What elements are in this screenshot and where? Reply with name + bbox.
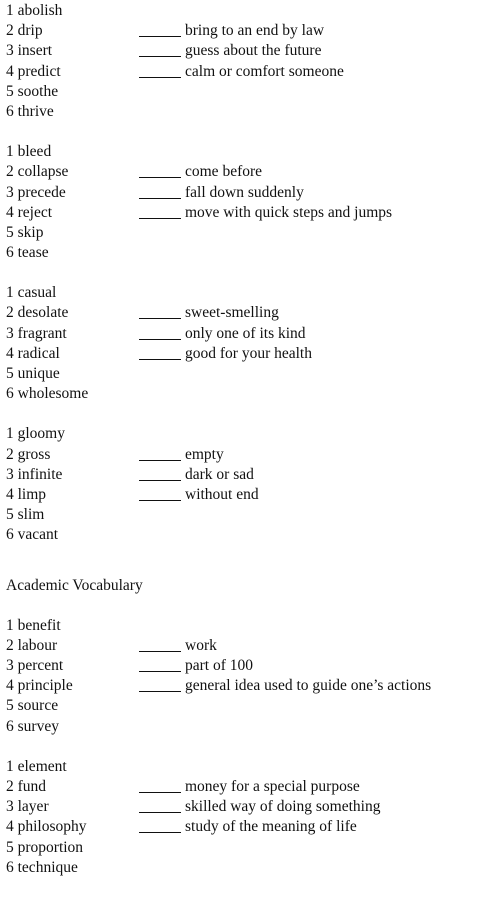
vocab-word: 4 reject — [6, 203, 53, 221]
definition: money for a special purpose — [185, 778, 360, 795]
answer-blank[interactable] — [139, 832, 181, 833]
vocab-word: 4 predict — [6, 62, 61, 80]
definition: sweet-smelling — [185, 304, 279, 322]
block-row — [6, 676, 476, 696]
vocab-word: 2 fund — [6, 778, 47, 795]
definition: skilled way of doing something — [185, 798, 381, 816]
block-row — [6, 525, 476, 545]
vocab-word: 4 philosophy — [6, 818, 87, 836]
block-row — [6, 485, 476, 505]
vocab-word: 1 abolish — [6, 2, 63, 19]
definition: good for your health — [185, 344, 312, 362]
definition: fall down suddenly — [185, 183, 304, 201]
block-row — [6, 283, 476, 303]
answer-blank[interactable] — [139, 691, 181, 692]
answer-blank[interactable] — [139, 56, 181, 57]
vocab-word: 6 technique — [6, 858, 78, 876]
definition: work — [185, 636, 217, 654]
block-row — [6, 324, 476, 344]
block-row — [6, 102, 476, 122]
block-row — [6, 364, 476, 384]
definition: calm or comfort someone — [185, 62, 344, 80]
definition: come before — [185, 163, 263, 181]
vocab-word: 4 radical — [6, 344, 60, 362]
block-row — [6, 223, 476, 243]
vocab-word: 2 desolate — [6, 304, 69, 322]
definition: only one of its kind — [185, 324, 306, 342]
answer-blank[interactable] — [139, 671, 181, 672]
answer-blank[interactable] — [139, 339, 181, 340]
answer-blank[interactable] — [139, 651, 181, 652]
definition: guess about the future — [185, 42, 322, 60]
section-title: Academic Vocabulary — [6, 576, 143, 594]
vocab-word: 5 soothe — [6, 82, 59, 100]
block-row — [6, 656, 476, 676]
vocab-word: 3 percent — [6, 657, 64, 675]
block-row — [6, 505, 476, 525]
answer-blank[interactable] — [139, 177, 181, 178]
vocab-word: 5 slim — [6, 506, 45, 524]
vocab-word: 2 gross — [6, 445, 51, 463]
definition: without end — [185, 485, 259, 503]
block-row — [6, 162, 476, 182]
block-row — [6, 62, 476, 82]
block-row — [6, 303, 476, 323]
vocab-word: 4 limp — [6, 485, 47, 503]
definition: bring to an end by law — [185, 22, 325, 40]
block-row — [6, 717, 476, 737]
matching-block — [6, 283, 476, 404]
vocab-word: 4 principle — [6, 677, 73, 695]
vocab-word: 1 element — [6, 757, 67, 775]
matching-block — [6, 616, 476, 737]
vocab-word: 6 thrive — [6, 102, 54, 120]
block-row — [6, 424, 476, 444]
answer-blank[interactable] — [139, 359, 181, 360]
answer-blank[interactable] — [139, 218, 181, 219]
block-row — [6, 41, 476, 61]
answer-blank[interactable] — [139, 812, 181, 813]
block-row — [6, 858, 476, 878]
vocab-word: 6 tease — [6, 244, 49, 262]
vocab-word: 3 insert — [6, 42, 53, 60]
definition: general idea used to guide one’s actions — [185, 677, 432, 695]
definition: study of the meaning of life — [185, 818, 357, 836]
vocab-word: 1 casual — [6, 284, 57, 302]
block-row — [6, 465, 476, 485]
block-row — [6, 445, 476, 465]
vocab-word: 5 unique — [6, 365, 60, 382]
block-row — [6, 1, 476, 21]
vocab-word: 2 drip — [6, 22, 43, 40]
answer-blank[interactable] — [139, 500, 181, 501]
block-row — [6, 696, 476, 716]
block-row — [6, 636, 476, 656]
vocab-word: 2 labour — [6, 636, 58, 654]
matching-block — [6, 1, 476, 122]
vocab-word: 5 source — [6, 697, 59, 715]
vocab-word: 3 infinite — [6, 465, 63, 483]
block-row — [6, 183, 476, 203]
vocab-word: 3 fragrant — [6, 324, 67, 342]
block-row — [6, 757, 476, 777]
block-row — [6, 777, 476, 797]
answer-blank[interactable] — [139, 480, 181, 481]
vocab-word: 2 collapse — [6, 163, 69, 181]
definition: part of 100 — [185, 657, 254, 675]
vocab-word: 1 benefit — [6, 616, 61, 634]
answer-blank[interactable] — [139, 77, 181, 78]
block-row — [6, 203, 476, 223]
vocab-word: 1 bleed — [6, 143, 52, 161]
block-row — [6, 344, 476, 364]
answer-blank[interactable] — [139, 460, 181, 461]
definition: empty — [185, 445, 224, 463]
vocabulary-worksheet — [6, 1, 476, 898]
block-row — [6, 384, 476, 404]
answer-blank[interactable] — [139, 792, 181, 793]
matching-block — [6, 142, 476, 263]
vocab-word: 3 layer — [6, 798, 49, 816]
block-row — [6, 817, 476, 837]
definition: move with quick steps and jumps — [185, 203, 393, 221]
definition: dark or sad — [185, 465, 254, 483]
answer-blank[interactable] — [139, 36, 181, 37]
block-row — [6, 838, 476, 858]
vocab-word: 6 survey — [6, 717, 59, 735]
block-row — [6, 797, 476, 817]
vocab-word: 3 precede — [6, 183, 66, 201]
vocab-word: 1 gloomy — [6, 425, 65, 443]
matching-block — [6, 757, 476, 878]
block-row — [6, 142, 476, 162]
block-row — [6, 243, 476, 263]
block-row — [6, 82, 476, 102]
block-row — [6, 616, 476, 636]
vocab-word: 6 vacant — [6, 526, 59, 544]
vocab-word: 5 proportion — [6, 838, 84, 856]
vocab-word: 5 skip — [6, 223, 44, 241]
block-row — [6, 21, 476, 41]
vocab-word: 6 wholesome — [6, 385, 89, 403]
answer-blank[interactable] — [139, 198, 181, 199]
answer-blank[interactable] — [139, 318, 181, 319]
matching-block — [6, 424, 476, 545]
